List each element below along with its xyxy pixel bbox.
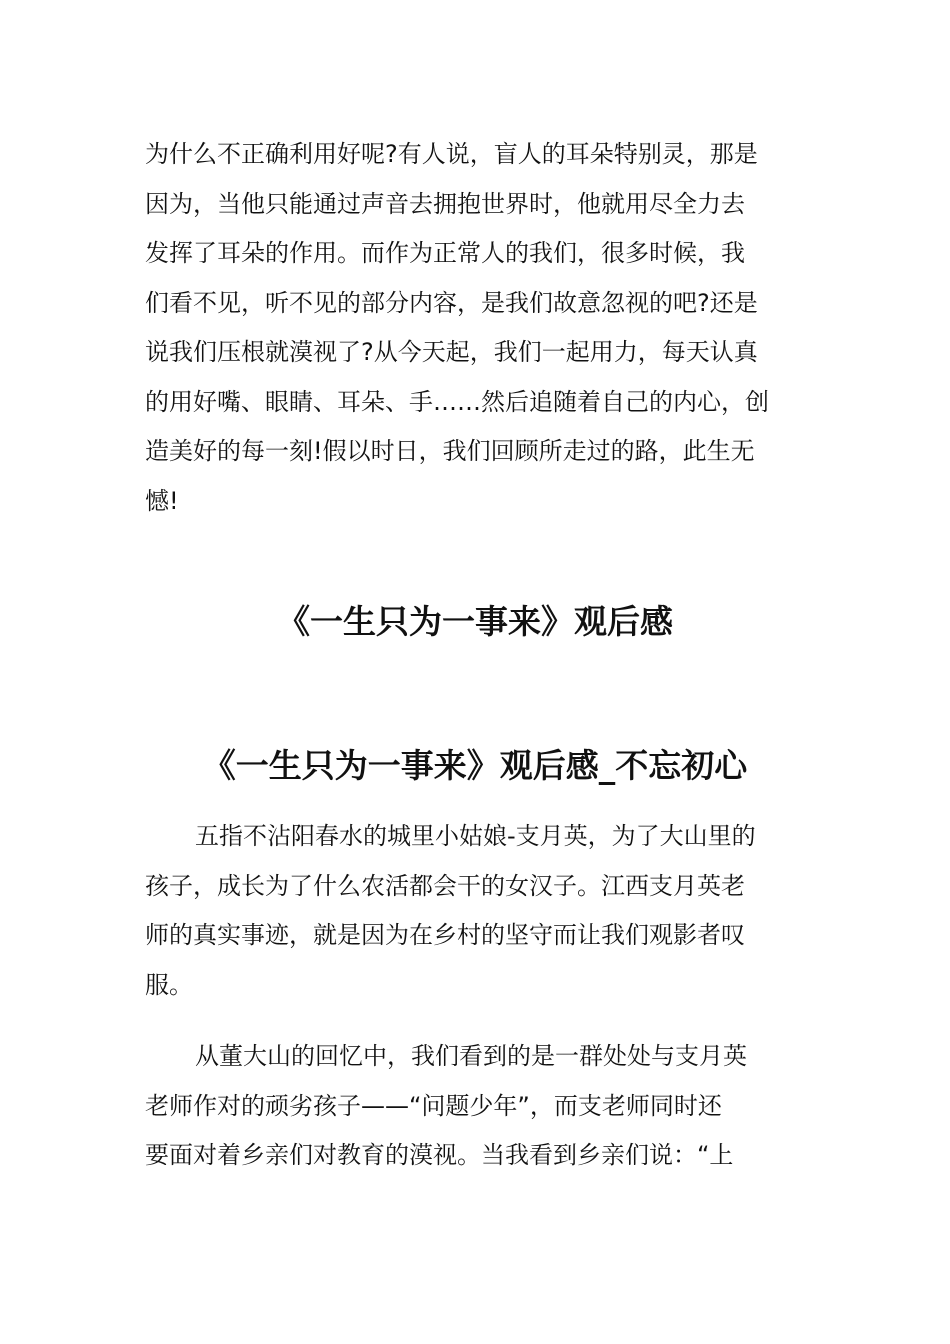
paragraph-line: 为什么不正确利用好呢?有人说，盲人的耳朵特别灵，那是: [145, 140, 758, 168]
document-title: 《一生只为一事来》观后感: [277, 602, 673, 641]
paragraph-line: 五指不沾阳春水的城里小姑娘-支月英，为了大山里的: [195, 822, 756, 850]
paragraph-line: 要面对着乡亲们对教育的漠视。当我看到乡亲们说：“上: [145, 1141, 734, 1169]
paragraph-line: 发挥了耳朵的作用。而作为正常人的我们，很多时候，我: [145, 239, 745, 267]
paragraph-line: 孩子，成长为了什么农活都会干的女汉子。江西支月英老: [145, 871, 745, 900]
paragraph-line: 们看不见，听不见的部分内容，是我们故意忽视的吧?还是: [145, 288, 758, 317]
paragraph-line: 说我们压根就漠视了?从今天起，我们一起用力，每天认真: [145, 338, 758, 366]
paragraph-line: 造美好的每一刻!假以时日，我们回顾所走过的路，此生无: [145, 437, 755, 465]
paragraph-line: 从董大山的回忆中，我们看到的是一群处处与支月英: [195, 1042, 747, 1070]
paragraph-2: [145, 812, 805, 1010]
paragraph-line: 服。: [145, 970, 193, 999]
paragraph-line: 因为，当他只能通过声音去拥抱世界时，他就用尽全力去: [145, 189, 745, 218]
paragraph-line: 的用好嘴、眼睛、耳朵、手……然后追随着自己的内心，创: [145, 387, 769, 416]
paragraph-3: [145, 1032, 805, 1181]
paragraph-line: 憾!: [145, 486, 179, 515]
paragraph-line: 老师作对的顽劣孩子——“问题少年”，而支老师同时还: [145, 1091, 722, 1120]
paragraph-1: [145, 130, 805, 526]
paragraph-line: 师的真实事迹，就是因为在乡村的坚守而让我们观影者叹: [145, 921, 745, 949]
section-heading: 《一生只为一事来》观后感_不忘初心: [202, 746, 748, 785]
